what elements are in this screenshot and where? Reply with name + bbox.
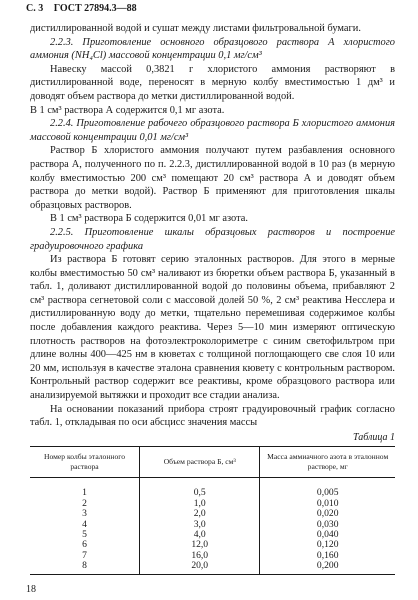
table-cell: 1,0 bbox=[140, 499, 260, 509]
body-text bbox=[30, 22, 395, 575]
table-cell: 0,120 bbox=[260, 540, 395, 550]
paragraph-concentration-a: В 1 см³ раствора А содержится 0,1 мг азота. bbox=[30, 104, 225, 116]
table-cell: 0,5 bbox=[140, 478, 260, 499]
table-cell: 6 bbox=[82, 539, 87, 551]
table-header-cell: Объем раствора Б, см³ bbox=[140, 447, 260, 478]
paragraph: Раствор Б хлористого аммония получают путем разбавления основного раствора А, полученного по п. 2.2.3, дистиллированной водой в 10 раз (в мерную колбу вместимостью 200 см³ помещают 20 см³ раствора А и доводят объем раствора до метки водой). Раствор Б применяют для приготовления шкалы образцовых растворов. bbox=[30, 145, 395, 211]
header-page-label: С. 3 bbox=[26, 3, 44, 14]
table-cell: 12,0 bbox=[140, 540, 260, 550]
table-header-cell: Масса аммиачного азота в эталонном растворе, мг bbox=[260, 447, 395, 478]
section-heading-text: 2.2.5. Приготовление шкалы образцовых растворов и построение градуировочного графика bbox=[30, 226, 395, 252]
table-cell: 5 bbox=[82, 529, 87, 541]
table-cell: 3,0 bbox=[140, 520, 260, 530]
table-cell: 3 bbox=[82, 508, 87, 520]
table-cell: 0,020 bbox=[260, 509, 395, 519]
paragraph: На основании показаний прибора строят градуировочный график согласно табл. 1, откладывая по оси абсцисс значения массы bbox=[30, 403, 395, 429]
section-2-2-3-heading bbox=[30, 36, 395, 63]
paragraph: Из раствора Б готовят серию эталонных растворов. Для этого в мерные колбы вместимостью 50 см³ наливают из бюретки объем раствора Б, указанный в табл. 1, доливают дистиллированной водой до половины объема, прибавляют 2 см³ раствора сегнетовой соли с массовой долей 50 %, 2 см³ реактива Несслера и дистиллированную воду до метки, тщательно перемешивая содержимое колбы после добавления каждого реактива. Через 5—10 мин измеряют оптическую плотность растворов на фотоэлектроколориметре с синим светофильтром при длине волны 400—425 нм в кюветах с толщиной поглощающего све слоя 10 или 20 мм, используя в качестве эталона сравнения кювету с контрольным раствором. Контрольный раствор содержит все реактивы, кроме образцового раствора или анализируемой вытяжки и проходит все стадии анализа. bbox=[30, 254, 395, 402]
data-table bbox=[30, 446, 395, 574]
section-2-2-4-heading bbox=[30, 117, 395, 144]
table-cell: 0,200 bbox=[260, 561, 395, 574]
table-cell: 0,160 bbox=[260, 551, 395, 561]
table-cell: 0,030 bbox=[260, 520, 395, 530]
section-2-2-5-heading bbox=[30, 226, 395, 253]
paragraph-continuation: дистиллированной водой и сушат между листами фильтровальной бумаги. bbox=[30, 23, 361, 34]
page-header bbox=[26, 3, 137, 14]
table-row bbox=[30, 561, 395, 574]
paragraph: Навеску массой 0,3821 г хлористого аммония растворяют в дистиллированной воде, переносят в мерную колбу вместимостью 1 дм³ и доводят объем раствора до метки дистиллированной водой. bbox=[30, 63, 395, 102]
page-number: 18 bbox=[26, 584, 36, 595]
table-header-cell: Номер колбы эталонного раствора bbox=[30, 447, 140, 478]
table-caption: Таблица 1 bbox=[353, 431, 395, 443]
paragraph-concentration-b: В 1 см³ раствора Б содержится 0,01 мг азота. bbox=[50, 213, 248, 225]
table-cell: 1 bbox=[82, 487, 87, 499]
section-heading-text: 2.2.3. Приготовление основного образцового раствора А хлористого аммония (NH₄Cl) массовой концентрации 0,1 мг/см³ bbox=[30, 36, 395, 62]
table-cell: 2 bbox=[82, 497, 87, 509]
table-cell: 7 bbox=[82, 549, 87, 561]
table-cell: 2,0 bbox=[140, 509, 260, 519]
table-cell: 20,0 bbox=[140, 561, 260, 574]
table-cell: 8 bbox=[30, 561, 140, 574]
table-cell: 0,010 bbox=[260, 499, 395, 509]
table-cell: 16,0 bbox=[140, 551, 260, 561]
table-row bbox=[30, 478, 395, 499]
table-cell: 4,0 bbox=[140, 530, 260, 540]
table-cell: 0,005 bbox=[260, 478, 395, 499]
table-cell: 4 bbox=[82, 518, 87, 530]
header-standard: ГОСТ 27894.3—88 bbox=[53, 3, 137, 14]
section-heading-text: 2.2.4. Приготовление рабочего образцового раствора Б хлористого аммония массовой концентрации 0,01 мг/см³ bbox=[30, 118, 395, 143]
table-header-row bbox=[30, 447, 395, 478]
table-cell: 0,040 bbox=[260, 530, 395, 540]
